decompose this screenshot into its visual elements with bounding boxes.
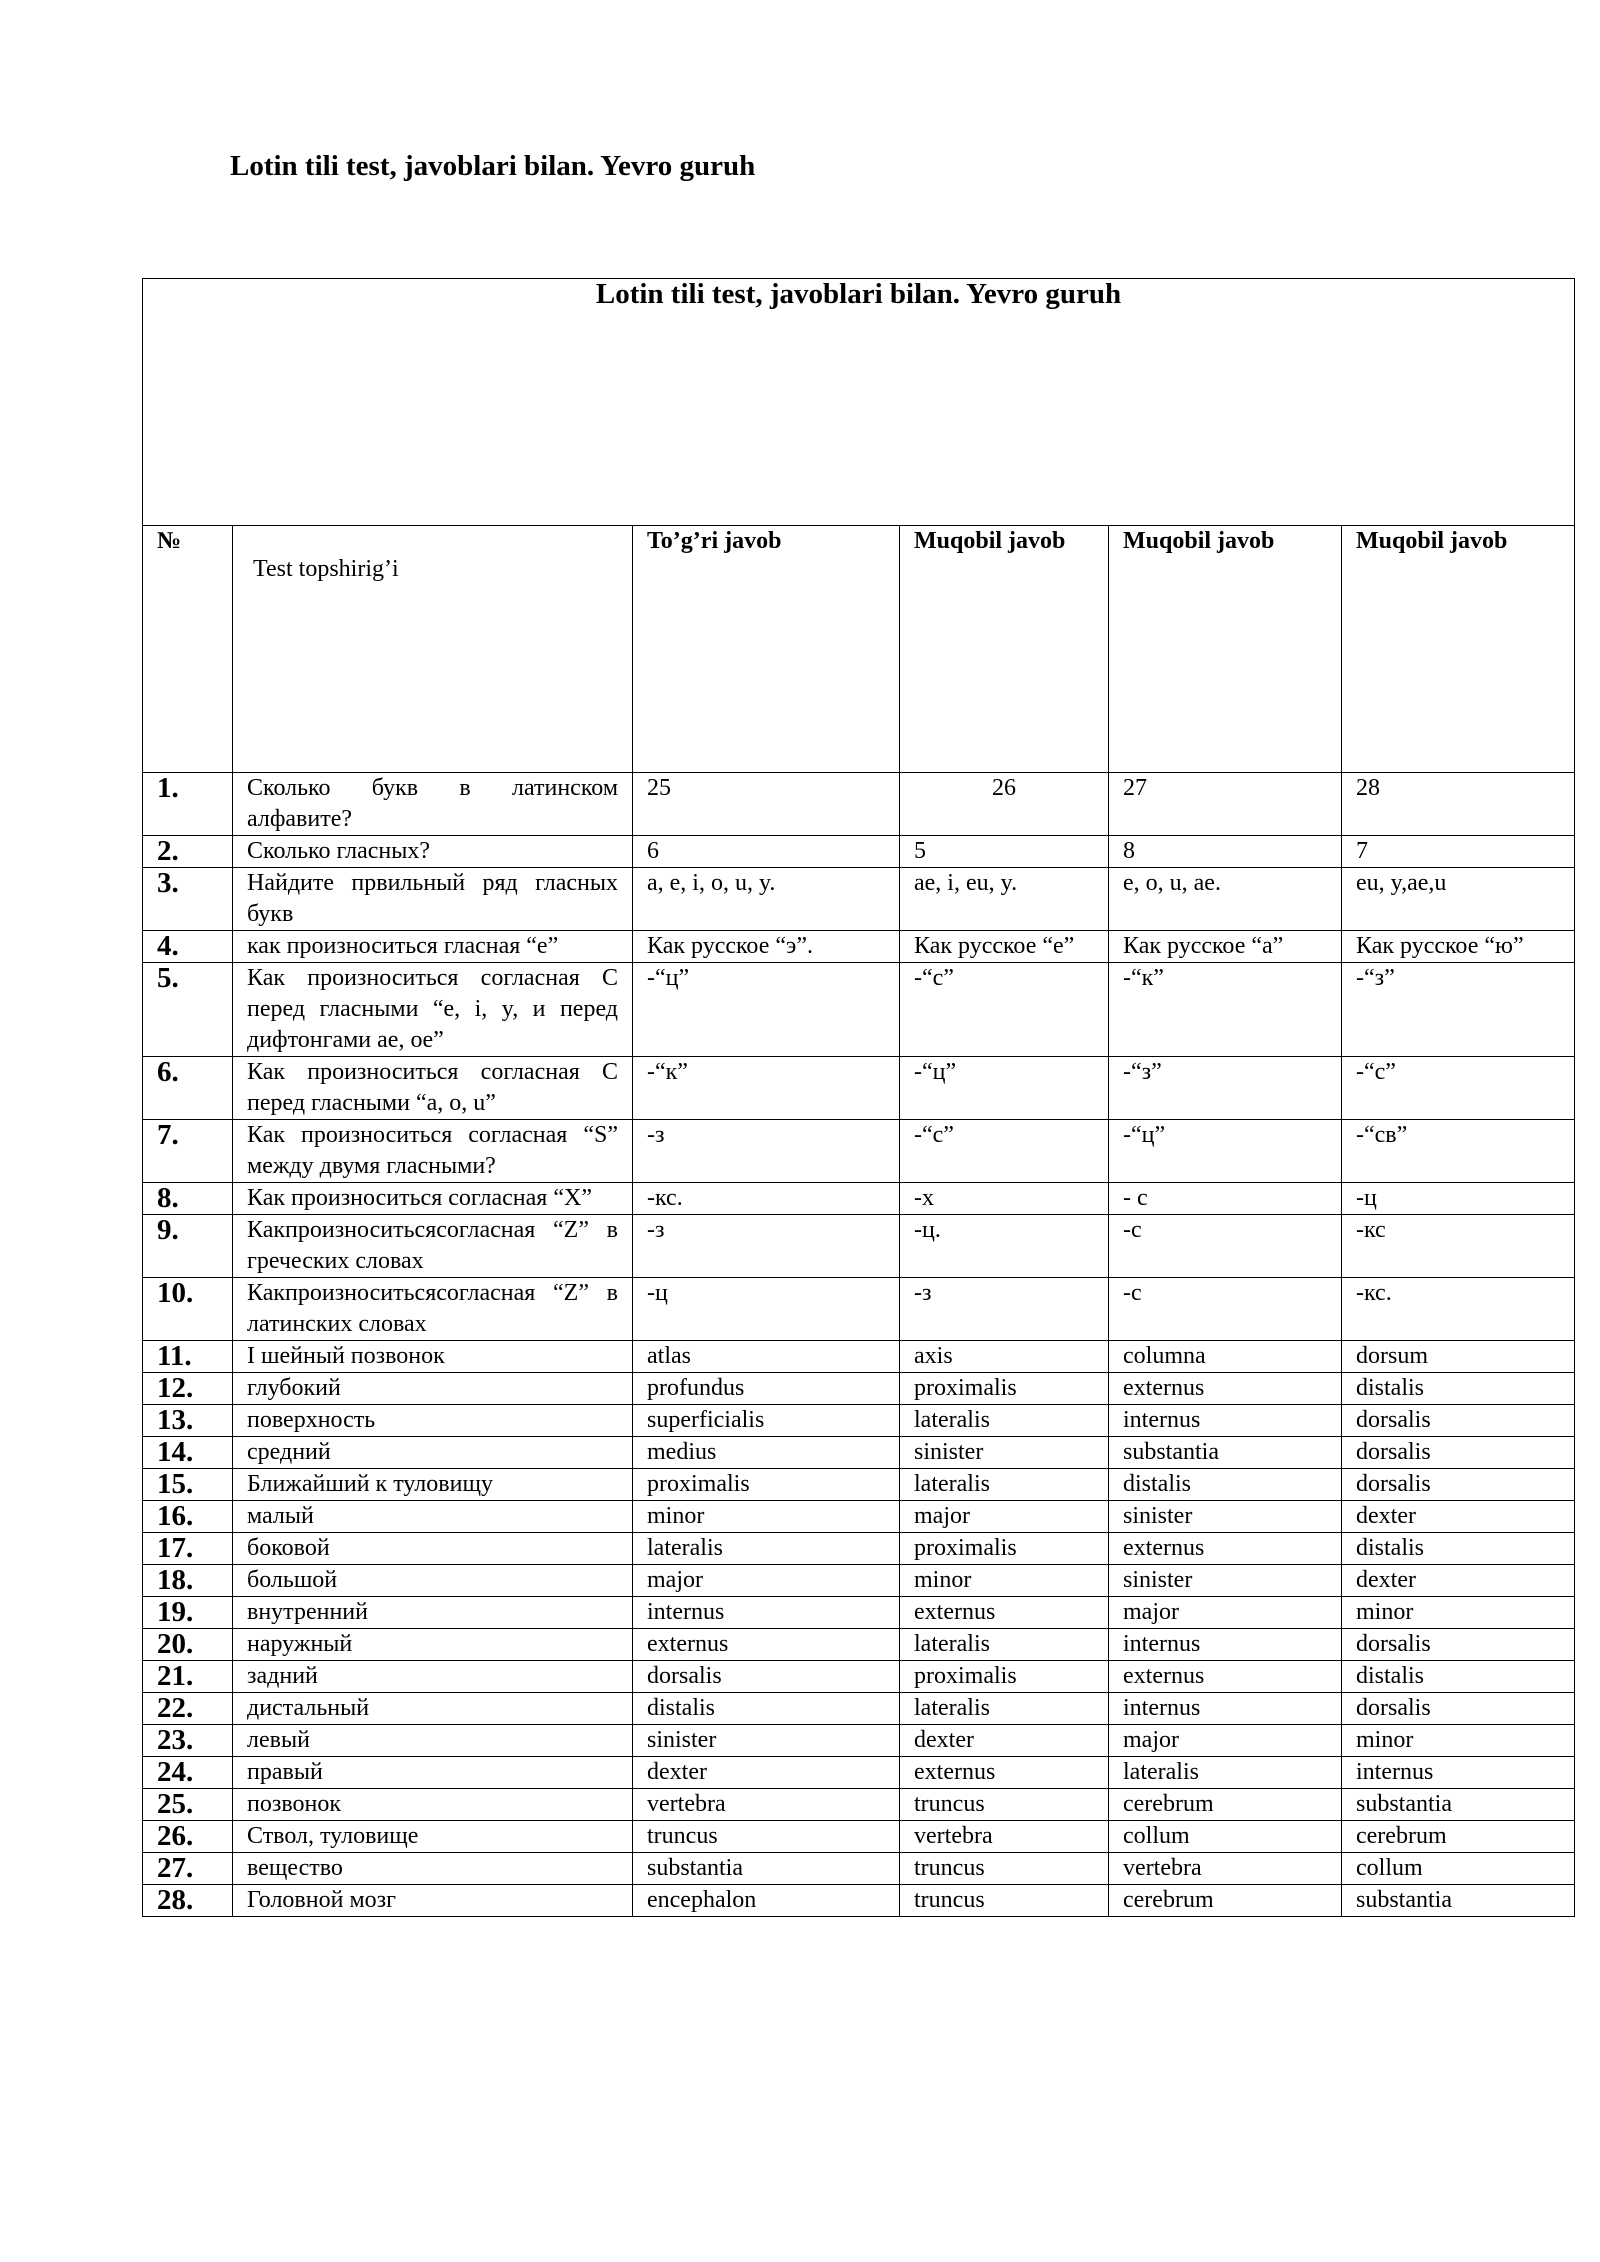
correct-answer: a, e, i, o, u, y. [633,868,900,931]
question-text: большой [233,1565,633,1597]
alt-answer-1: proximalis [900,1661,1109,1693]
question-number: 11. [143,1341,233,1373]
alt-answer-1: truncus [900,1789,1109,1821]
table-row [143,773,1575,836]
question-number: 10. [143,1278,233,1341]
table-row [143,1821,1575,1853]
table-row [143,1661,1575,1693]
header-alt-1 [900,526,1109,773]
table-row [143,1725,1575,1757]
table-row [143,1278,1575,1341]
question-number: 27. [143,1853,233,1885]
question-number: 6. [143,1057,233,1120]
question-number: 21. [143,1661,233,1693]
correct-answer: substantia [633,1853,900,1885]
question-text: наружный [233,1629,633,1661]
alt-answer-1: lateralis [900,1405,1109,1437]
header-alt-3 [1342,526,1575,773]
alt-answer-2: -“з” [1109,1057,1342,1120]
table-row [143,1853,1575,1885]
header-number-label: № [157,528,182,554]
alt-answer-2: e, o, u, ae. [1109,868,1342,931]
alt-answer-2: internus [1109,1629,1342,1661]
table-row [143,868,1575,931]
table-header-row [143,526,1575,773]
table-row [143,1341,1575,1373]
table-row [143,1437,1575,1469]
test-table [142,278,1575,1917]
alt-answer-3: Как русское “ю” [1342,931,1575,963]
question-number: 25. [143,1789,233,1821]
alt-answer-2: externus [1109,1533,1342,1565]
question-text: Сколько букв в латинском алфавите? [233,773,633,836]
question-text: правый [233,1757,633,1789]
correct-answer: medius [633,1437,900,1469]
question-text: позвонок [233,1789,633,1821]
question-text: Как произноситься согласная С перед гласными “e, i, y, и перед дифтонгами ae, oe” [233,963,633,1057]
alt-answer-2: columna [1109,1341,1342,1373]
correct-answer: dexter [633,1757,900,1789]
header-task [233,526,633,773]
alt-answer-2: lateralis [1109,1757,1342,1789]
alt-answer-2: Как русское “a” [1109,931,1342,963]
correct-answer: lateralis [633,1533,900,1565]
alt-answer-3: dorsum [1342,1341,1575,1373]
alt-answer-2: internus [1109,1693,1342,1725]
correct-answer: externus [633,1629,900,1661]
table-title-row [143,279,1575,526]
correct-answer: -“ц” [633,963,900,1057]
alt-answer-3: dorsalis [1342,1405,1575,1437]
question-text: глубокий [233,1373,633,1405]
question-number: 18. [143,1565,233,1597]
alt-answer-3: substantia [1342,1789,1575,1821]
question-text: Сколько гласных? [233,836,633,868]
question-text: левый [233,1725,633,1757]
alt-answer-2: major [1109,1597,1342,1629]
alt-answer-3: dorsalis [1342,1469,1575,1501]
alt-answer-1: proximalis [900,1373,1109,1405]
alt-answer-1: dexter [900,1725,1109,1757]
correct-answer: 6 [633,836,900,868]
header-alt-2 [1109,526,1342,773]
table-title: Lotin tili test, javoblari bilan. Yevro guruh [595,278,1122,310]
question-text: дистальный [233,1693,633,1725]
question-number: 14. [143,1437,233,1469]
question-text: Какпроизноситьсясогласная “Z” в латинских словах [233,1278,633,1341]
alt-answer-3: substantia [1342,1885,1575,1917]
alt-answer-2: sinister [1109,1565,1342,1597]
alt-answer-1: sinister [900,1437,1109,1469]
alt-answer-3: 7 [1342,836,1575,868]
question-text: I шейный позвонок [233,1341,633,1373]
header-correct [633,526,900,773]
correct-answer: -кс. [633,1183,900,1215]
table-title-cell [143,279,1575,526]
alt-answer-3: cerebrum [1342,1821,1575,1853]
question-number: 20. [143,1629,233,1661]
question-number: 4. [143,931,233,963]
alt-answer-3: -“з” [1342,963,1575,1057]
correct-answer: encephalon [633,1885,900,1917]
alt-answer-3: internus [1342,1757,1575,1789]
question-number: 2. [143,836,233,868]
question-text: средний [233,1437,633,1469]
table-row [143,1885,1575,1917]
alt-answer-2: distalis [1109,1469,1342,1501]
correct-answer: distalis [633,1693,900,1725]
question-number: 16. [143,1501,233,1533]
alt-answer-3: dorsalis [1342,1437,1575,1469]
correct-answer: minor [633,1501,900,1533]
question-number: 5. [143,963,233,1057]
alt-answer-1: -“c” [900,1120,1109,1183]
question-number: 9. [143,1215,233,1278]
alt-answer-3: dorsalis [1342,1629,1575,1661]
alt-answer-1: lateralis [900,1693,1109,1725]
question-text: Как произноситься согласная “X” [233,1183,633,1215]
alt-answer-2: vertebra [1109,1853,1342,1885]
alt-answer-1: Как русское “e” [900,931,1109,963]
question-text: вещество [233,1853,633,1885]
question-number: 22. [143,1693,233,1725]
document-title: Lotin tili test, javoblari bilan. Yevro guruh [230,150,756,182]
question-text: Как произноситься согласная “S” между двумя гласными? [233,1120,633,1183]
alt-answer-3: minor [1342,1597,1575,1629]
question-text: Как произноситься согласная С перед гласными “a, o, u” [233,1057,633,1120]
alt-answer-1: truncus [900,1853,1109,1885]
correct-answer: sinister [633,1725,900,1757]
alt-answer-3: 28 [1342,773,1575,836]
question-number: 15. [143,1469,233,1501]
alt-answer-1: vertebra [900,1821,1109,1853]
correct-answer: proximalis [633,1469,900,1501]
alt-answer-2: collum [1109,1821,1342,1853]
question-text: задний [233,1661,633,1693]
header-task-label: Test topshirig’i [253,556,399,582]
alt-answer-2: externus [1109,1373,1342,1405]
header-number [143,526,233,773]
alt-answer-1: ae, i, eu, y. [900,868,1109,931]
correct-answer: vertebra [633,1789,900,1821]
question-text: как произноситься гласная “e” [233,931,633,963]
table-row [143,836,1575,868]
alt-answer-1: -“ц” [900,1057,1109,1120]
header-alt-2-label: Muqobil javob [1123,528,1275,554]
question-text: Найдите првильный ряд гласных букв [233,868,633,931]
alt-answer-3: -кс [1342,1215,1575,1278]
alt-answer-2: cerebrum [1109,1789,1342,1821]
alt-answer-2: -с [1109,1215,1342,1278]
question-text: поверхность [233,1405,633,1437]
correct-answer: dorsalis [633,1661,900,1693]
correct-answer: atlas [633,1341,900,1373]
correct-answer: -з [633,1120,900,1183]
alt-answer-2: cerebrum [1109,1885,1342,1917]
alt-answer-1: major [900,1501,1109,1533]
question-text: Головной мозг [233,1885,633,1917]
correct-answer: internus [633,1597,900,1629]
alt-answer-1: minor [900,1565,1109,1597]
question-text: Ближайший к туловищу [233,1469,633,1501]
alt-answer-3: -“c” [1342,1057,1575,1120]
question-number: 17. [143,1533,233,1565]
alt-answer-3: -“св” [1342,1120,1575,1183]
question-number: 23. [143,1725,233,1757]
alt-answer-3: dexter [1342,1565,1575,1597]
header-correct-label: To’g’ri javob [647,528,782,554]
alt-answer-3: distalis [1342,1533,1575,1565]
alt-answer-2: sinister [1109,1501,1342,1533]
correct-answer: 25 [633,773,900,836]
table-row [143,1565,1575,1597]
alt-answer-3: dorsalis [1342,1693,1575,1725]
alt-answer-2: major [1109,1725,1342,1757]
alt-answer-1: externus [900,1597,1109,1629]
question-number: 12. [143,1373,233,1405]
question-number: 3. [143,868,233,931]
table-row [143,1373,1575,1405]
alt-answer-3: -кс. [1342,1278,1575,1341]
question-text: боковой [233,1533,633,1565]
alt-answer-1: truncus [900,1885,1109,1917]
table-row [143,931,1575,963]
correct-answer: truncus [633,1821,900,1853]
alt-answer-2: -с [1109,1278,1342,1341]
alt-answer-1: -х [900,1183,1109,1215]
table-row [143,1215,1575,1278]
question-number: 7. [143,1120,233,1183]
alt-answer-1: -ц. [900,1215,1109,1278]
question-number: 19. [143,1597,233,1629]
alt-answer-1: 5 [900,836,1109,868]
alt-answer-3: distalis [1342,1373,1575,1405]
correct-answer: -ц [633,1278,900,1341]
header-alt-1-label: Muqobil javob [914,528,1066,554]
table-row [143,1405,1575,1437]
alt-answer-3: minor [1342,1725,1575,1757]
table-row [143,1597,1575,1629]
table-row [143,1629,1575,1661]
question-number: 1. [143,773,233,836]
correct-answer: profundus [633,1373,900,1405]
question-number: 24. [143,1757,233,1789]
alt-answer-2: externus [1109,1661,1342,1693]
alt-answer-3: collum [1342,1853,1575,1885]
alt-answer-2: - с [1109,1183,1342,1215]
correct-answer: superficialis [633,1405,900,1437]
alt-answer-2: substantia [1109,1437,1342,1469]
table-row [143,1757,1575,1789]
question-number: 8. [143,1183,233,1215]
correct-answer: -з [633,1215,900,1278]
correct-answer: -“к” [633,1057,900,1120]
table-row [143,1120,1575,1183]
alt-answer-3: dexter [1342,1501,1575,1533]
alt-answer-2: -“к” [1109,963,1342,1057]
table-row [143,963,1575,1057]
alt-answer-2: 8 [1109,836,1342,868]
table-row [143,1183,1575,1215]
alt-answer-1: lateralis [900,1629,1109,1661]
alt-answer-3: distalis [1342,1661,1575,1693]
alt-answer-2: 27 [1109,773,1342,836]
alt-answer-1: 26 [900,773,1109,836]
table-row [143,1501,1575,1533]
alt-answer-1: lateralis [900,1469,1109,1501]
table-row [143,1057,1575,1120]
question-text: Какпроизноситьсясогласная “Z” в греческих словах [233,1215,633,1278]
table-row [143,1533,1575,1565]
question-text: внутренний [233,1597,633,1629]
alt-answer-1: -“c” [900,963,1109,1057]
question-number: 13. [143,1405,233,1437]
alt-answer-3: eu, y,ae,u [1342,868,1575,931]
question-text: малый [233,1501,633,1533]
table-row [143,1693,1575,1725]
question-text: Ствол, туловище [233,1821,633,1853]
correct-answer: Как русское “э”. [633,931,900,963]
alt-answer-1: axis [900,1341,1109,1373]
alt-answer-2: internus [1109,1405,1342,1437]
alt-answer-1: proximalis [900,1533,1109,1565]
question-number: 26. [143,1821,233,1853]
correct-answer: major [633,1565,900,1597]
question-number: 28. [143,1885,233,1917]
table-row [143,1789,1575,1821]
alt-answer-1: externus [900,1757,1109,1789]
alt-answer-1: -з [900,1278,1109,1341]
alt-answer-3: -ц [1342,1183,1575,1215]
table-row [143,1469,1575,1501]
header-alt-3-label: Muqobil javob [1356,528,1508,554]
alt-answer-2: -“ц” [1109,1120,1342,1183]
